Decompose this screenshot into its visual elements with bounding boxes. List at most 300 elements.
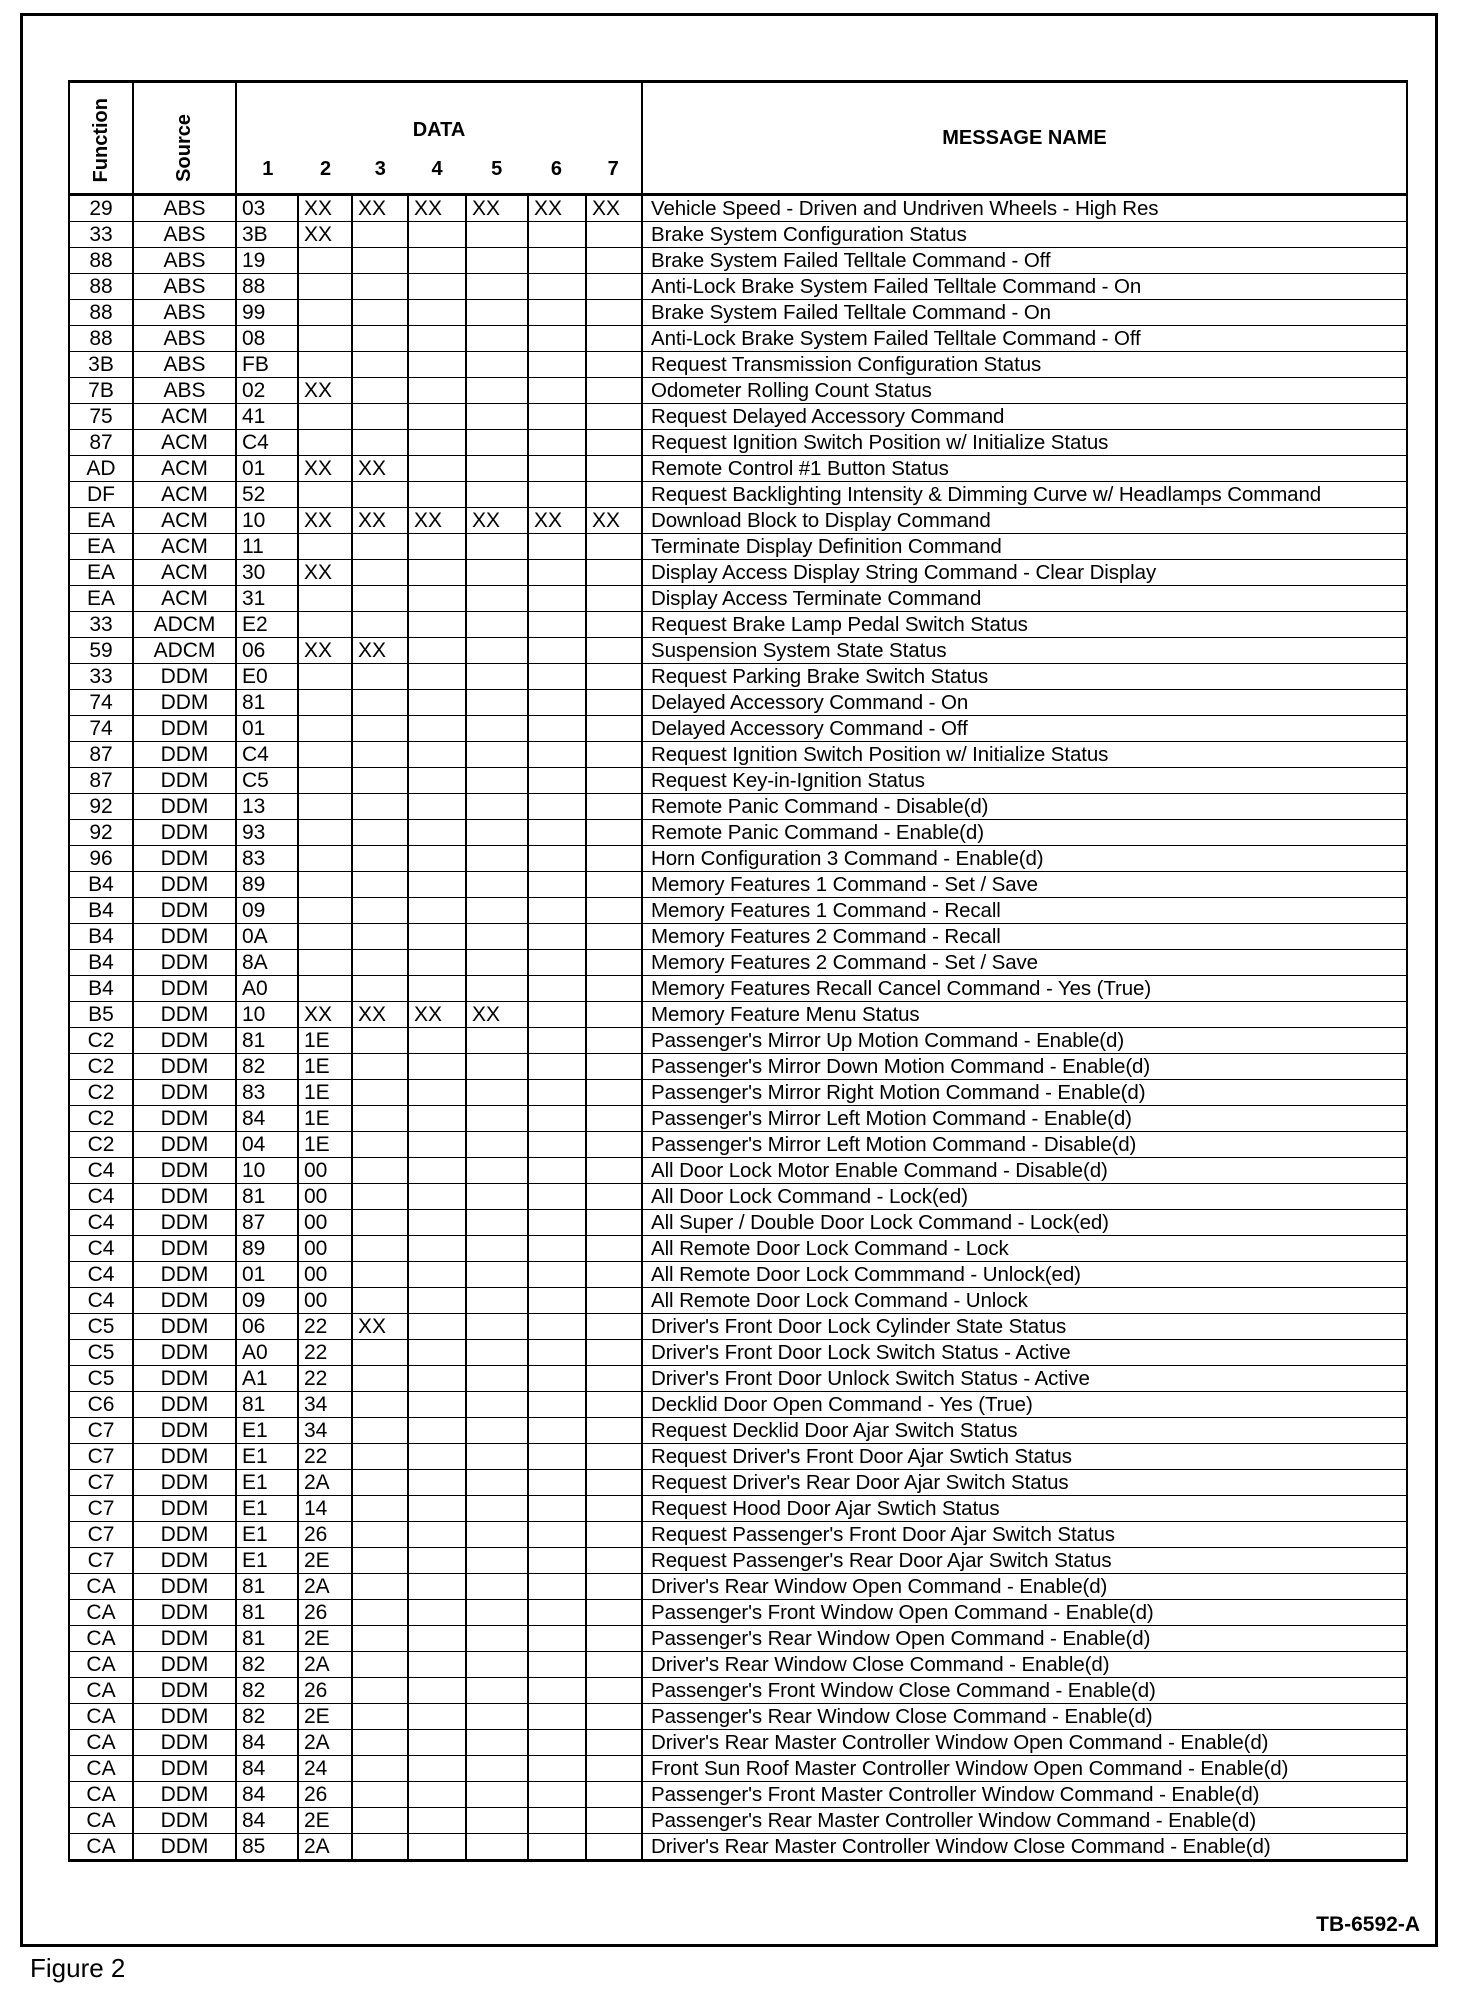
data-byte-2-cell bbox=[298, 820, 352, 846]
data-byte-1-cell: 84 bbox=[236, 1106, 298, 1132]
message-name-cell: Driver's Rear Master Controller Window Close Command - Enable(d) bbox=[642, 1834, 1407, 1861]
data-byte-4-cell bbox=[408, 1470, 466, 1496]
source-cell: DDM bbox=[133, 1548, 236, 1574]
data-byte-6-cell bbox=[528, 768, 586, 794]
data-byte-5-cell bbox=[466, 1704, 528, 1730]
data-byte-2-cell bbox=[298, 482, 352, 508]
data-byte-2-cell: XX bbox=[298, 378, 352, 404]
function-cell: 33 bbox=[69, 612, 133, 638]
data-byte-4-cell bbox=[408, 1288, 466, 1314]
data-byte-2-cell: 26 bbox=[298, 1782, 352, 1808]
data-byte-2-cell: 26 bbox=[298, 1678, 352, 1704]
data-byte-5-cell bbox=[466, 976, 528, 1002]
table-row bbox=[69, 1652, 1407, 1678]
table-row bbox=[69, 1808, 1407, 1834]
data-byte-6-cell bbox=[528, 1366, 586, 1392]
source-cell: DDM bbox=[133, 976, 236, 1002]
source-cell: DDM bbox=[133, 1600, 236, 1626]
data-byte-3-cell bbox=[352, 430, 408, 456]
source-cell: ACM bbox=[133, 586, 236, 612]
data-byte-7-cell bbox=[586, 1392, 642, 1418]
source-cell: DDM bbox=[133, 846, 236, 872]
data-byte-4-cell bbox=[408, 1392, 466, 1418]
data-byte-7-cell bbox=[586, 300, 642, 326]
data-byte-5-cell bbox=[466, 352, 528, 378]
message-name-cell: Display Access Display String Command - Clear Display bbox=[642, 560, 1407, 586]
table-row bbox=[69, 378, 1407, 404]
data-byte-2-cell: 2A bbox=[298, 1470, 352, 1496]
data-byte-4-cell bbox=[408, 1314, 466, 1340]
data-byte-4-cell bbox=[408, 768, 466, 794]
source-cell: ACM bbox=[133, 508, 236, 534]
data-byte-2-cell: 2E bbox=[298, 1808, 352, 1834]
data-col-5: 5 bbox=[491, 158, 503, 180]
data-byte-5-cell bbox=[466, 1574, 528, 1600]
source-cell: ABS bbox=[133, 248, 236, 274]
data-byte-4-cell bbox=[408, 1548, 466, 1574]
data-byte-6-cell bbox=[528, 950, 586, 976]
data-byte-1-cell: A0 bbox=[236, 1340, 298, 1366]
data-byte-3-cell bbox=[352, 898, 408, 924]
message-name-cell: Request Driver's Rear Door Ajar Switch Status bbox=[642, 1470, 1407, 1496]
data-byte-5-cell bbox=[466, 950, 528, 976]
data-byte-2-cell bbox=[298, 898, 352, 924]
data-byte-5-cell bbox=[466, 1678, 528, 1704]
function-cell: 87 bbox=[69, 430, 133, 456]
data-byte-1-cell: E1 bbox=[236, 1548, 298, 1574]
data-byte-6-cell bbox=[528, 1600, 586, 1626]
data-byte-3-cell bbox=[352, 1704, 408, 1730]
data-byte-1-cell: 82 bbox=[236, 1054, 298, 1080]
data-header bbox=[236, 82, 642, 195]
source-cell: DDM bbox=[133, 1002, 236, 1028]
data-byte-7-cell bbox=[586, 1158, 642, 1184]
data-byte-7-cell bbox=[586, 690, 642, 716]
source-cell: DDM bbox=[133, 1132, 236, 1158]
function-header bbox=[69, 82, 133, 195]
data-byte-3-cell bbox=[352, 846, 408, 872]
data-byte-4-cell bbox=[408, 976, 466, 1002]
data-byte-2-cell: 2A bbox=[298, 1834, 352, 1861]
table-row bbox=[69, 1626, 1407, 1652]
data-byte-6-cell bbox=[528, 716, 586, 742]
data-byte-4-cell bbox=[408, 716, 466, 742]
function-cell: 74 bbox=[69, 690, 133, 716]
table-row bbox=[69, 430, 1407, 456]
function-cell: 7B bbox=[69, 378, 133, 404]
data-byte-7-cell bbox=[586, 1132, 642, 1158]
data-byte-1-cell: 82 bbox=[236, 1704, 298, 1730]
data-byte-7-cell bbox=[586, 976, 642, 1002]
function-cell: C7 bbox=[69, 1496, 133, 1522]
data-byte-6-cell bbox=[528, 1054, 586, 1080]
function-cell: B4 bbox=[69, 898, 133, 924]
data-byte-1-cell: E2 bbox=[236, 612, 298, 638]
data-byte-2-cell: 34 bbox=[298, 1418, 352, 1444]
source-cell: DDM bbox=[133, 1028, 236, 1054]
function-cell: 59 bbox=[69, 638, 133, 664]
data-byte-3-cell bbox=[352, 1262, 408, 1288]
data-byte-6-cell bbox=[528, 1314, 586, 1340]
message-name-cell: Suspension System State Status bbox=[642, 638, 1407, 664]
data-byte-6-cell bbox=[528, 1574, 586, 1600]
data-byte-5-cell bbox=[466, 1600, 528, 1626]
data-byte-4-cell bbox=[408, 794, 466, 820]
data-byte-5-cell bbox=[466, 1808, 528, 1834]
data-byte-4-cell bbox=[408, 300, 466, 326]
data-byte-6-cell bbox=[528, 1132, 586, 1158]
message-name-cell: Delayed Accessory Command - Off bbox=[642, 716, 1407, 742]
data-byte-3-cell bbox=[352, 248, 408, 274]
data-byte-7-cell bbox=[586, 1574, 642, 1600]
message-name-cell: Request Delayed Accessory Command bbox=[642, 404, 1407, 430]
table-row bbox=[69, 1210, 1407, 1236]
data-byte-1-cell: 81 bbox=[236, 690, 298, 716]
table-row bbox=[69, 1054, 1407, 1080]
data-byte-5-cell bbox=[466, 1210, 528, 1236]
data-byte-1-cell: E1 bbox=[236, 1444, 298, 1470]
data-byte-3-cell bbox=[352, 1366, 408, 1392]
table-row bbox=[69, 1444, 1407, 1470]
data-byte-6-cell bbox=[528, 690, 586, 716]
data-byte-4-cell bbox=[408, 1574, 466, 1600]
data-byte-7-cell bbox=[586, 1600, 642, 1626]
table-row bbox=[69, 274, 1407, 300]
data-byte-4-cell bbox=[408, 1106, 466, 1132]
message-name-cell: Passenger's Mirror Right Motion Command - Enable(d) bbox=[642, 1080, 1407, 1106]
data-byte-7-cell bbox=[586, 612, 642, 638]
data-byte-1-cell: 82 bbox=[236, 1678, 298, 1704]
data-byte-2-cell: XX bbox=[298, 560, 352, 586]
function-cell: 87 bbox=[69, 742, 133, 768]
data-byte-6-cell bbox=[528, 1340, 586, 1366]
message-table-container bbox=[68, 80, 1408, 1862]
table-row bbox=[69, 482, 1407, 508]
data-byte-4-cell bbox=[408, 742, 466, 768]
data-byte-4-cell bbox=[408, 1184, 466, 1210]
data-byte-7-cell bbox=[586, 1808, 642, 1834]
table-row bbox=[69, 1262, 1407, 1288]
source-cell: DDM bbox=[133, 1340, 236, 1366]
data-byte-7-cell bbox=[586, 898, 642, 924]
message-name-cell: Request Ignition Switch Position w/ Initialize Status bbox=[642, 430, 1407, 456]
table-row bbox=[69, 1548, 1407, 1574]
data-byte-5-cell bbox=[466, 1782, 528, 1808]
table-row bbox=[69, 638, 1407, 664]
data-byte-6-cell bbox=[528, 1522, 586, 1548]
message-name-cell: Passenger's Front Window Open Command - Enable(d) bbox=[642, 1600, 1407, 1626]
table-row bbox=[69, 898, 1407, 924]
data-byte-5-cell bbox=[466, 1548, 528, 1574]
data-byte-2-cell: 00 bbox=[298, 1288, 352, 1314]
data-byte-7-cell bbox=[586, 456, 642, 482]
data-byte-3-cell bbox=[352, 1444, 408, 1470]
data-byte-1-cell: 93 bbox=[236, 820, 298, 846]
function-cell: 88 bbox=[69, 248, 133, 274]
message-name-cell: Request Hood Door Ajar Swtich Status bbox=[642, 1496, 1407, 1522]
function-cell: 88 bbox=[69, 274, 133, 300]
data-byte-4-cell bbox=[408, 846, 466, 872]
data-byte-6-cell bbox=[528, 456, 586, 482]
function-cell: B4 bbox=[69, 976, 133, 1002]
source-cell: ABS bbox=[133, 300, 236, 326]
table-row bbox=[69, 794, 1407, 820]
data-byte-5-cell bbox=[466, 430, 528, 456]
source-cell: DDM bbox=[133, 1444, 236, 1470]
message-name-cell: Front Sun Roof Master Controller Window Open Command - Enable(d) bbox=[642, 1756, 1407, 1782]
data-byte-3-cell: XX bbox=[352, 1314, 408, 1340]
data-byte-7-cell bbox=[586, 1080, 642, 1106]
message-table-body bbox=[69, 195, 1407, 1861]
message-name-cell: Vehicle Speed - Driven and Undriven Wheels - High Res bbox=[642, 195, 1407, 222]
data-byte-1-cell: 19 bbox=[236, 248, 298, 274]
data-byte-1-cell: 84 bbox=[236, 1730, 298, 1756]
data-byte-1-cell: 09 bbox=[236, 1288, 298, 1314]
function-cell: EA bbox=[69, 586, 133, 612]
message-name-cell: Memory Feature Menu Status bbox=[642, 1002, 1407, 1028]
data-byte-4-cell bbox=[408, 1132, 466, 1158]
data-byte-2-cell: 2A bbox=[298, 1574, 352, 1600]
data-byte-1-cell: 02 bbox=[236, 378, 298, 404]
data-byte-2-cell: 22 bbox=[298, 1314, 352, 1340]
table-row bbox=[69, 1730, 1407, 1756]
source-cell: ADCM bbox=[133, 612, 236, 638]
function-cell: 87 bbox=[69, 768, 133, 794]
table-row bbox=[69, 1574, 1407, 1600]
data-byte-5-cell bbox=[466, 612, 528, 638]
data-byte-5-cell: XX bbox=[466, 508, 528, 534]
source-cell: DDM bbox=[133, 794, 236, 820]
function-cell: C4 bbox=[69, 1158, 133, 1184]
data-byte-6-cell bbox=[528, 1652, 586, 1678]
source-cell: DDM bbox=[133, 1288, 236, 1314]
data-byte-7-cell bbox=[586, 1314, 642, 1340]
table-row bbox=[69, 1314, 1407, 1340]
data-byte-1-cell: 01 bbox=[236, 1262, 298, 1288]
data-byte-6-cell bbox=[528, 1626, 586, 1652]
source-cell: DDM bbox=[133, 1756, 236, 1782]
data-byte-2-cell bbox=[298, 612, 352, 638]
data-byte-3-cell bbox=[352, 1574, 408, 1600]
data-byte-7-cell bbox=[586, 1548, 642, 1574]
data-byte-6-cell bbox=[528, 560, 586, 586]
data-byte-3-cell bbox=[352, 534, 408, 560]
data-byte-5-cell bbox=[466, 924, 528, 950]
data-byte-4-cell: XX bbox=[408, 1002, 466, 1028]
data-byte-4-cell bbox=[408, 664, 466, 690]
data-byte-4-cell bbox=[408, 534, 466, 560]
data-byte-4-cell bbox=[408, 560, 466, 586]
data-byte-6-cell bbox=[528, 378, 586, 404]
data-byte-6-cell bbox=[528, 1496, 586, 1522]
function-header-label: Function bbox=[89, 97, 112, 182]
data-byte-2-cell bbox=[298, 248, 352, 274]
source-cell: DDM bbox=[133, 1054, 236, 1080]
source-cell: DDM bbox=[133, 690, 236, 716]
source-cell: ACM bbox=[133, 560, 236, 586]
source-cell: DDM bbox=[133, 1080, 236, 1106]
message-name-cell: Remote Panic Command - Enable(d) bbox=[642, 820, 1407, 846]
data-byte-1-cell: E1 bbox=[236, 1522, 298, 1548]
table-row bbox=[69, 586, 1407, 612]
table-row bbox=[69, 612, 1407, 638]
data-byte-1-cell: 52 bbox=[236, 482, 298, 508]
message-name-cell: Passenger's Rear Master Controller Window Command - Enable(d) bbox=[642, 1808, 1407, 1834]
data-byte-6-cell bbox=[528, 612, 586, 638]
data-byte-1-cell: E1 bbox=[236, 1470, 298, 1496]
data-byte-6-cell bbox=[528, 1080, 586, 1106]
data-byte-5-cell bbox=[466, 534, 528, 560]
data-byte-2-cell: 22 bbox=[298, 1366, 352, 1392]
function-cell: AD bbox=[69, 456, 133, 482]
table-row bbox=[69, 404, 1407, 430]
data-byte-6-cell bbox=[528, 1808, 586, 1834]
data-byte-1-cell: 81 bbox=[236, 1600, 298, 1626]
function-cell: C7 bbox=[69, 1522, 133, 1548]
data-byte-6-cell bbox=[528, 872, 586, 898]
data-byte-7-cell bbox=[586, 1184, 642, 1210]
table-row bbox=[69, 1782, 1407, 1808]
data-byte-6-cell bbox=[528, 274, 586, 300]
function-cell: C2 bbox=[69, 1080, 133, 1106]
data-byte-3-cell bbox=[352, 1626, 408, 1652]
data-byte-3-cell: XX bbox=[352, 638, 408, 664]
data-byte-4-cell bbox=[408, 1522, 466, 1548]
message-name-cell: All Door Lock Motor Enable Command - Disable(d) bbox=[642, 1158, 1407, 1184]
data-byte-7-cell bbox=[586, 768, 642, 794]
data-byte-5-cell: XX bbox=[466, 195, 528, 222]
data-byte-6-cell bbox=[528, 1184, 586, 1210]
message-name-cell: All Remote Door Lock Command - Lock bbox=[642, 1236, 1407, 1262]
data-byte-1-cell: 09 bbox=[236, 898, 298, 924]
message-name-cell: Remote Control #1 Button Status bbox=[642, 456, 1407, 482]
source-cell: DDM bbox=[133, 1392, 236, 1418]
data-byte-5-cell bbox=[466, 300, 528, 326]
data-byte-5-cell bbox=[466, 274, 528, 300]
data-byte-7-cell bbox=[586, 482, 642, 508]
data-byte-7-cell bbox=[586, 404, 642, 430]
data-byte-1-cell: 81 bbox=[236, 1184, 298, 1210]
data-byte-6-cell bbox=[528, 352, 586, 378]
data-byte-7-cell bbox=[586, 1470, 642, 1496]
function-cell: CA bbox=[69, 1730, 133, 1756]
data-byte-5-cell bbox=[466, 1106, 528, 1132]
data-byte-2-cell: 26 bbox=[298, 1522, 352, 1548]
data-byte-1-cell: 81 bbox=[236, 1574, 298, 1600]
data-byte-6-cell bbox=[528, 1158, 586, 1184]
data-byte-4-cell: XX bbox=[408, 508, 466, 534]
message-name-cell: Download Block to Display Command bbox=[642, 508, 1407, 534]
data-byte-4-cell bbox=[408, 1730, 466, 1756]
source-cell: ACM bbox=[133, 456, 236, 482]
source-cell: ABS bbox=[133, 195, 236, 222]
data-byte-5-cell bbox=[466, 768, 528, 794]
table-row bbox=[69, 1158, 1407, 1184]
data-byte-1-cell: 01 bbox=[236, 456, 298, 482]
data-byte-6-cell bbox=[528, 1392, 586, 1418]
data-byte-4-cell bbox=[408, 1028, 466, 1054]
data-byte-3-cell bbox=[352, 300, 408, 326]
data-byte-3-cell bbox=[352, 950, 408, 976]
source-cell: DDM bbox=[133, 898, 236, 924]
data-byte-5-cell bbox=[466, 248, 528, 274]
message-name-cell: All Remote Door Lock Command - Unlock bbox=[642, 1288, 1407, 1314]
tb-label: TB-6592-A bbox=[1316, 1913, 1420, 1936]
data-byte-2-cell bbox=[298, 430, 352, 456]
function-cell: C2 bbox=[69, 1054, 133, 1080]
data-byte-1-cell: 8A bbox=[236, 950, 298, 976]
message-name-cell: Passenger's Mirror Down Motion Command - Enable(d) bbox=[642, 1054, 1407, 1080]
data-byte-5-cell bbox=[466, 1418, 528, 1444]
source-cell: ACM bbox=[133, 404, 236, 430]
source-cell: DDM bbox=[133, 1210, 236, 1236]
function-cell: CA bbox=[69, 1756, 133, 1782]
data-byte-6-cell bbox=[528, 482, 586, 508]
source-cell: DDM bbox=[133, 1314, 236, 1340]
source-cell: DDM bbox=[133, 1730, 236, 1756]
data-byte-6-cell bbox=[528, 300, 586, 326]
table-row bbox=[69, 950, 1407, 976]
data-byte-5-cell bbox=[466, 1184, 528, 1210]
message-name-cell: Request Transmission Configuration Status bbox=[642, 352, 1407, 378]
data-byte-3-cell bbox=[352, 352, 408, 378]
source-cell: DDM bbox=[133, 1236, 236, 1262]
source-cell: DDM bbox=[133, 1106, 236, 1132]
function-cell: C5 bbox=[69, 1340, 133, 1366]
data-byte-2-cell bbox=[298, 742, 352, 768]
data-byte-3-cell bbox=[352, 690, 408, 716]
data-byte-1-cell: E1 bbox=[236, 1418, 298, 1444]
data-byte-3-cell bbox=[352, 1106, 408, 1132]
table-row bbox=[69, 1366, 1407, 1392]
data-byte-4-cell bbox=[408, 1756, 466, 1782]
data-byte-1-cell: 83 bbox=[236, 846, 298, 872]
data-col-7: 7 bbox=[607, 158, 619, 180]
data-byte-3-cell bbox=[352, 326, 408, 352]
data-byte-1-cell: 13 bbox=[236, 794, 298, 820]
table-row bbox=[69, 1184, 1407, 1210]
table-row bbox=[69, 508, 1407, 534]
data-byte-7-cell bbox=[586, 326, 642, 352]
data-byte-7-cell bbox=[586, 1626, 642, 1652]
data-byte-2-cell: 24 bbox=[298, 1756, 352, 1782]
function-cell: C5 bbox=[69, 1314, 133, 1340]
data-byte-3-cell bbox=[352, 1600, 408, 1626]
source-cell: DDM bbox=[133, 1262, 236, 1288]
data-column-numbers bbox=[237, 158, 641, 181]
data-byte-1-cell: 81 bbox=[236, 1392, 298, 1418]
data-byte-4-cell: XX bbox=[408, 195, 466, 222]
function-cell: 92 bbox=[69, 794, 133, 820]
data-byte-7-cell bbox=[586, 794, 642, 820]
data-byte-2-cell bbox=[298, 768, 352, 794]
message-name-cell: Passenger's Rear Window Close Command - Enable(d) bbox=[642, 1704, 1407, 1730]
data-byte-2-cell: 1E bbox=[298, 1080, 352, 1106]
data-byte-1-cell: 06 bbox=[236, 638, 298, 664]
function-cell: EA bbox=[69, 560, 133, 586]
figure-caption: Figure 2 bbox=[30, 1953, 126, 1983]
data-byte-4-cell bbox=[408, 1782, 466, 1808]
data-byte-7-cell bbox=[586, 1288, 642, 1314]
data-byte-2-cell: 2E bbox=[298, 1626, 352, 1652]
data-byte-2-cell: 34 bbox=[298, 1392, 352, 1418]
table-row bbox=[69, 716, 1407, 742]
data-byte-2-cell bbox=[298, 794, 352, 820]
data-byte-6-cell bbox=[528, 898, 586, 924]
data-byte-4-cell bbox=[408, 222, 466, 248]
data-byte-7-cell bbox=[586, 1028, 642, 1054]
data-byte-2-cell: 2A bbox=[298, 1652, 352, 1678]
